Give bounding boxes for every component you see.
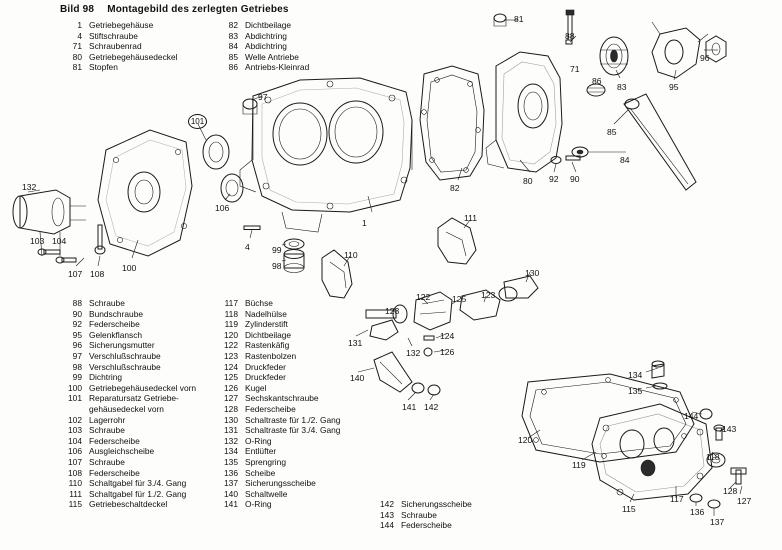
bearing-83 [600, 37, 628, 75]
figure-title-row [60, 4, 289, 15]
legend-item: 140 Schaltwelle [224, 488, 288, 499]
callout-97: 97 [258, 92, 268, 102]
shift-fork-111 [438, 218, 476, 264]
callout-104: 104 [52, 236, 67, 246]
callout-88: 88 [565, 31, 575, 41]
legend-item: 115 Getriebeschaltdeckel [68, 499, 168, 510]
legend-item: 136 Scheibe [224, 467, 276, 478]
legend-item: 101 Reparatursatz Getriebe- [68, 393, 179, 404]
callout-117: 117 [670, 494, 684, 504]
callout-118: 118 [706, 452, 720, 462]
legend-item: 123 Rastenbolzen [224, 350, 297, 361]
callout-119: 119 [572, 460, 586, 470]
ring-99 [284, 239, 304, 249]
legend-item: 100 Getriebegehäusedeckel vorn [68, 382, 197, 393]
legend-item: 82 Dichtbeilage [228, 20, 292, 30]
legend-item: 137 Sicherungsscheibe [224, 478, 316, 489]
legend-item: 120 Dichtbeilage [224, 329, 292, 340]
callout-110: 110 [344, 250, 358, 260]
legend-item: 135 Sprengring [224, 456, 286, 467]
callout-123: 123 [481, 290, 496, 300]
legend-item: 117 Büchse [224, 298, 273, 308]
legend-top-right [218, 20, 309, 73]
seal-84 [572, 147, 588, 157]
legend-item: 128 Federscheibe [224, 403, 296, 414]
legend-item: 80 Getriebegehäusedeckel [72, 51, 178, 62]
callout-95: 95 [669, 82, 679, 92]
callout-90: 90 [570, 174, 580, 184]
washer-92-screw-90 [551, 156, 580, 164]
legend-item: 104 Federscheibe [68, 435, 140, 446]
repair-kit-101 [203, 135, 229, 169]
legend-item: 90 Bundschraube [72, 308, 144, 319]
legend-item: 144 Federscheibe [380, 520, 452, 531]
callout-132: 132 [406, 348, 421, 358]
legend-item: 4 Stiftschraube [77, 30, 138, 41]
callout-99: 99 [272, 245, 282, 255]
callout-123: 123 [385, 306, 400, 316]
legend-item: 92 Federscheibe [72, 319, 140, 330]
callout-132: 132 [22, 182, 37, 192]
legend-item: 119 Zylinderstift [224, 319, 288, 330]
shift-shaft-140 [374, 352, 440, 395]
callout-120: 120 [518, 435, 533, 445]
callout-111: 111 [464, 213, 478, 223]
flange-95 [652, 22, 708, 78]
breather-134 [652, 361, 667, 389]
legend-item: 110 Schaltgabel für 3./4. Gang [68, 478, 187, 489]
legend-item: 142 Sicherungsscheibe [380, 499, 472, 509]
legend-item: 71 Schraubenrad [72, 41, 142, 52]
callout-122: 122 [416, 292, 431, 302]
legend-item: 130 Schaltraste für 1./2. Gang [224, 414, 341, 425]
callout-143: 143 [722, 424, 737, 434]
legend-item: 108 Federscheibe [68, 467, 140, 478]
callout-80: 80 [523, 176, 533, 186]
callout-142: 142 [424, 402, 439, 412]
callout-103: 103 [30, 236, 45, 246]
legend-item: 96 Sicherungsmutter [72, 340, 155, 351]
gasket-82 [420, 66, 484, 180]
legend-top-left [62, 20, 177, 73]
legend-item: 97 Verschlußschraube [72, 350, 161, 361]
legend-item: 122 Rastenkäfig [224, 340, 290, 351]
plug-81 [494, 14, 506, 26]
callout-4: 4 [245, 242, 250, 252]
callout-86: 86 [592, 76, 602, 86]
callout-127: 127 [737, 496, 752, 506]
legend-item: 98 Verschlußschraube [72, 361, 161, 372]
detent-assembly [366, 276, 538, 356]
callout-107: 107 [68, 269, 83, 279]
callout-83: 83 [617, 82, 627, 92]
callout-126: 126 [440, 347, 455, 357]
drive-shaft-85 [624, 94, 696, 190]
legend-item: 125 Druckfeder [224, 372, 286, 383]
legend-bottom-left [62, 298, 196, 510]
callout-135: 135 [628, 386, 643, 396]
figure-number: Bild 98 [60, 4, 95, 15]
callout-98: 98 [272, 261, 282, 271]
legend-item: 132 O-Ring [224, 435, 272, 446]
legend-item: 81 Stopfen [72, 62, 118, 73]
shim-106 [221, 174, 243, 202]
callout-131: 131 [348, 338, 363, 348]
legend-item: 103 Schraube [68, 425, 125, 436]
callout-130: 130 [525, 268, 540, 278]
legend-item: 127 Sechskantschraube [224, 393, 319, 404]
screws-103-104 [38, 225, 105, 263]
legend-item: 124 Druckfeder [224, 361, 286, 372]
callout-124: 124 [440, 331, 455, 341]
callout-85: 85 [607, 127, 617, 137]
callout-144: 144 [684, 411, 699, 421]
legend-item: 131 Schaltraste für 3./4. Gang [224, 425, 341, 436]
callout-108: 108 [90, 269, 105, 279]
callout-92: 92 [549, 174, 559, 184]
legend-item: 95 Gelenkflansch [72, 329, 143, 340]
plug-97 [243, 99, 257, 114]
callout-84: 84 [620, 155, 630, 165]
legend-item: 126 Kugel [224, 382, 267, 393]
housing-cover-80 [486, 52, 562, 172]
legend-item: 111 Schaltgabel für 1./2. Gang [69, 488, 187, 499]
callout-115: 115 [622, 504, 636, 514]
legend-item: 134 Entlüfter [224, 446, 277, 457]
callout-71: 71 [570, 64, 580, 74]
legend-bottom-mid [218, 298, 340, 510]
callout-140: 140 [350, 373, 365, 383]
callout-137: 137 [710, 517, 725, 527]
callout-106: 106 [215, 203, 230, 213]
legend-item: 85 Welle Antriebe [228, 51, 299, 62]
callout-141: 141 [402, 402, 417, 412]
legend-bottom-right [374, 499, 472, 531]
legend-item: 143 Schraube [380, 509, 437, 520]
legend-item: 107 Schraube [68, 456, 125, 467]
legend-item: 118 Nadelhülse [224, 308, 287, 319]
legend-item: 106 Ausgleichscheibe [68, 446, 155, 457]
callout-125: 125 [452, 294, 467, 304]
front-cover-100 [98, 130, 192, 256]
callout-82: 82 [450, 183, 460, 193]
callout-100: 100 [122, 263, 137, 273]
figure-title: Montagebild des zerlegten Getriebes [107, 4, 289, 15]
legend-item: 99 Dichtring [72, 372, 123, 383]
legend-item: gehäusedeckel vorn [89, 403, 164, 414]
callout-101: 101 [188, 114, 207, 129]
callout-128: 128 [723, 486, 738, 496]
legend-item: 88 Schraube [72, 298, 125, 308]
plug-98 [284, 250, 304, 273]
legend-item: 141 O-Ring [224, 499, 272, 510]
callout-96: 96 [700, 53, 710, 63]
legend-item: 86 Antriebs-Kleinrad [228, 62, 310, 73]
legend-item: 1 Getriebegehäuse [77, 20, 154, 30]
legend-item: 102 Lagerrohr [68, 414, 126, 425]
stud-4 [244, 226, 260, 230]
callout-81: 81 [514, 14, 524, 24]
legend-item: 84 Abdichtring [228, 41, 287, 52]
legend-item: 83 Abdichtring [228, 30, 287, 41]
callout-134: 134 [628, 370, 643, 380]
gasket-120 [522, 374, 694, 462]
callout-1: 1 [362, 218, 367, 228]
callout-136: 136 [690, 507, 705, 517]
bearing-tube-102 [13, 190, 86, 234]
